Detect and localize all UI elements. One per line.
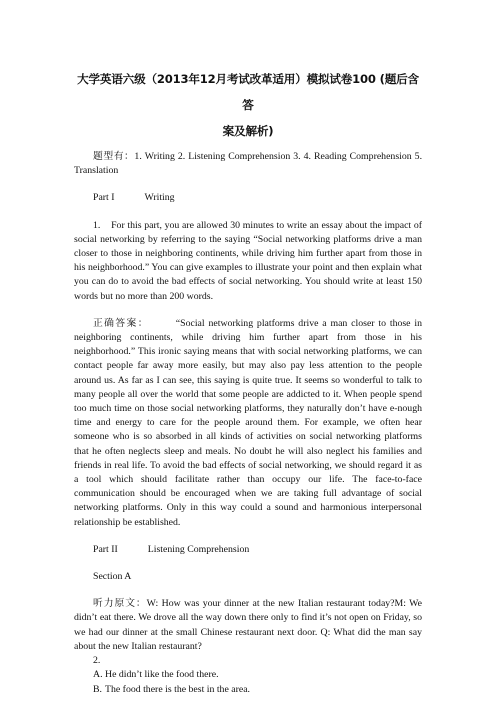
option-a[interactable] <box>74 668 422 682</box>
question-types <box>74 150 422 178</box>
option-a-text: He didn’t like the food there. <box>105 669 219 681</box>
option-b-text: The food there is the best in the area. <box>105 683 250 695</box>
section-a-heading: Section A <box>93 571 132 583</box>
part1-label: Part I <box>93 192 115 204</box>
option-b-letter: B. <box>93 683 102 695</box>
question-1-text: For this part, you are allowed 30 minutes to write an essay about the impact of social networking by referring to the saying “Social networking platforms drive a man closer to those in neighboring continents, while driving him further apart from those in his neighborhood.” You can give examples to illustrate your point and then explain what you can do to avoid the bad effects of social networking. You should write at least 150 words but no more than 200 words. <box>74 219 422 302</box>
answer-paragraph <box>74 317 422 530</box>
option-b[interactable] <box>74 683 422 697</box>
part1-name: Writing <box>144 192 175 204</box>
part2-heading <box>74 543 422 557</box>
title-line-1: 大学英语六级（2013年12月考试改革适用）模拟试卷100 (题后含答 <box>77 72 419 112</box>
question-types-text: 1. Writing 2. Listening Comprehension 3. 4. Reading Comprehension 5. Translation <box>74 151 423 177</box>
option-a-letter: A. <box>93 669 103 681</box>
part2-name: Listening Comprehension <box>147 543 250 555</box>
question-2-number: 2. <box>93 655 101 667</box>
transcript-text: W: How was your dinner at the new Italian restaurant today?M: We didn’t eat there. We drove all the way down there only to find it’s not open on Friday, so we had our dinner at the small Chinese restaurant next door. Q: What did the man say about the new Italian restaurant? <box>74 598 422 652</box>
part1-heading <box>74 191 422 205</box>
question-1 <box>74 219 422 304</box>
document-title <box>74 66 422 144</box>
answer-label: 正确答案： <box>93 317 149 329</box>
question-types-label: 题型有： <box>93 151 135 162</box>
transcript-paragraph <box>74 597 422 654</box>
part2-label: Part II <box>93 543 118 555</box>
title-line-2: 案及解析) <box>222 124 274 138</box>
question-1-number: 1. <box>93 219 101 231</box>
transcript-label: 听力原文： <box>93 598 147 610</box>
answer-text: “Social networking platforms drive a man closer to those in neighboring continents, while driving him further apart from those in his neighborhood.” This ironic saying means that with social networking platforms, we can contact people far away more easily, but may also pay less attention to the people around us. As far as I can see, this saying is quite true. It seems so wonderful to talk to many people all over the world that some people are addicted to it. When people spend too much time on those social networking platforms, they naturally don’t have e-nough time and energy to care for the people around them. For example, we often hear someone who is so absorbed in all kinds of activities on social networking platforms that he often neglects sleep and meals. No doubt he will also neglect his families and friends in real life. To avoid the bad effects of social networking, we should regard it as a tool which should facilitate rather than occupy our life. The face-to-face communication should be encouraged when we are taking full advantage of social networking platforms. Only in this way could a sound and harmonious interpersonal relationship be established. <box>74 317 422 528</box>
